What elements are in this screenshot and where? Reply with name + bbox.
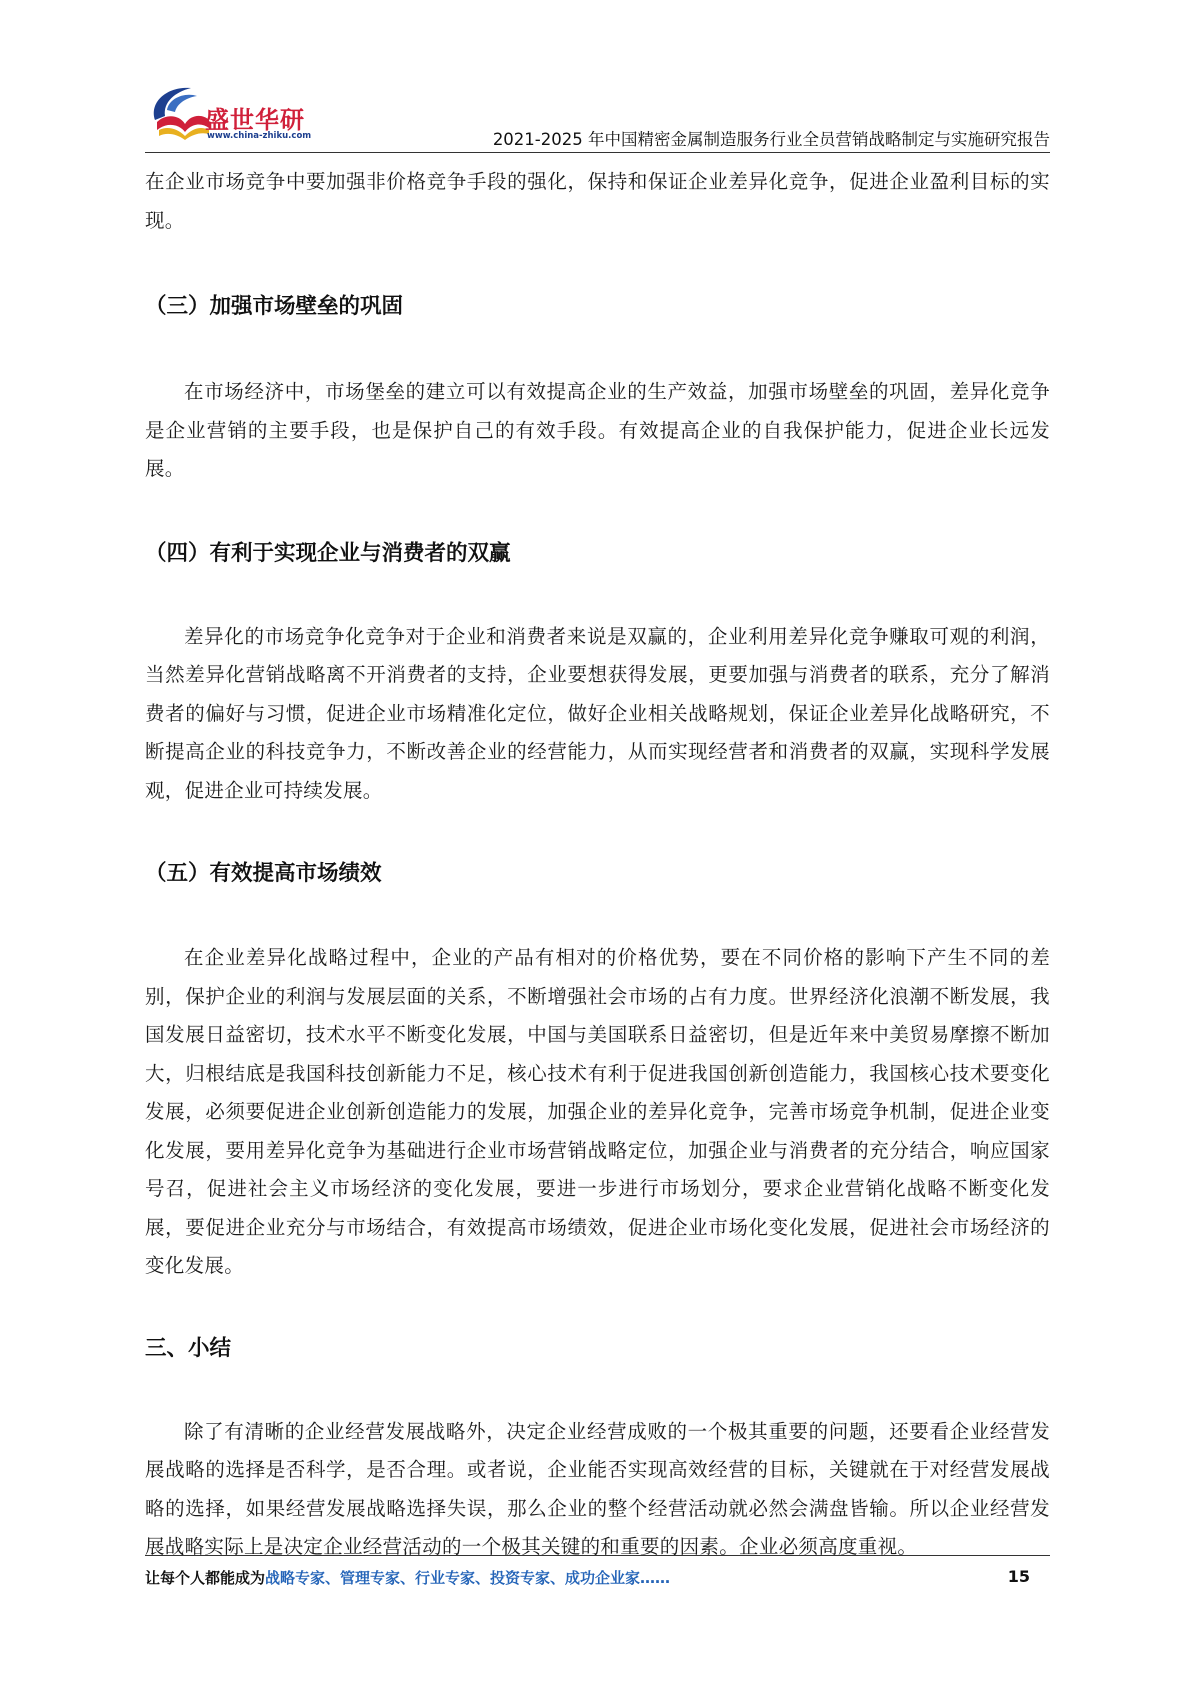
page-header <box>145 80 1050 152</box>
report-title: 2021-2025 年中国精密金属制造服务行业全员营销战略制定与实施研究报告 <box>492 130 1050 149</box>
summary-paragraph: 除了有清晰的企业经营发展战略外，决定企业经营成败的一个极其重要的问题，还要看企业经营发展战略的选择是否科学，是否合理。或者说，企业能否实现高效经营的目标，关键就在于对经营发展战略的选择，如果经营发展战略选择失误，那么企业的整个经营活动就必然会满盘皆输。所以企业经营发展战略实际上是决定企业经营活动的一个极其关键的和重要的因素。企业必须高度重视。 <box>145 1419 1050 1558</box>
section3-heading: （三）加强市场壁垒的巩固 <box>145 294 404 319</box>
logo-name: 盛世华研 <box>205 106 305 134</box>
summary-heading: 三、小结 <box>145 1335 232 1361</box>
intro-paragraph: 在企业市场竞争中要加强非价格竞争手段的强化，保持和保证企业差异化竞争，促进企业盈利目标的实现。 <box>145 170 1050 232</box>
section5-heading: （五）有效提高市场绩效 <box>145 861 382 886</box>
section5-paragraph: 在企业差异化战略过程中，企业的产品有相对的价格优势，要在不同价格的影响下产生不同的差别，保护企业的利润与发展层面的关系，不断增强社会市场的占有力度。世界经济化浪潮不断发展，我国发展日益密切，技术水平不断变化发展，中国与美国联系日益密切，但是近年来中美贸易摩擦不断加大，归根结底是我国科技创新能力不足，核心技术有利于促进我国创新创造能力，我国核心技术要变化发展，必须要促进企业创新创造能力的发展，加强企业的差异化竞争，完善市场竞争机制，促进企业变化发展，要用差异化竞争为基础进行企业市场营销战略定位，加强企业与消费者的充分结合，响应国家号召，促进社会主义市场经济的变化发展，要进一步进行市场划分，要求企业营销化战略不断变化发展，要促进企业充分与市场结合，有效提高市场绩效，促进企业市场化变化发展，促进社会市场经济的变化发展。 <box>145 946 1050 1277</box>
header-divider <box>145 152 1050 153</box>
company-logo <box>145 80 345 150</box>
page-content <box>145 163 1050 1567</box>
page-number: 15 <box>1007 1567 1030 1586</box>
section4-paragraph: 差异化的市场竞争化竞争对于企业和消费者来说是双赢的，企业利用差异化竞争赚取可观的利润，当然差异化营销战略离不开消费者的支持，企业要想获得发展，更要加强与消费者的联系，充分了解消费者的偏好与习惯，促进企业市场精准化定位，做好企业相关战略规划，保证企业差异化战略研究，不断提高企业的科技竞争力，不断改善企业的经营能力，从而实现经营者和消费者的双赢，实现科学发展观，促进企业可持续发展。 <box>145 624 1050 802</box>
section3-paragraph: 在市场经济中，市场堡垒的建立可以有效提高企业的生产效益，加强市场壁垒的巩固，差异化竞争是企业营销的主要手段，也是保护自己的有效手段。有效提高企业的自我保护能力，促进企业长远发展。 <box>145 380 1050 480</box>
footer-divider <box>145 1555 1050 1556</box>
footer-slogan-lead: 让每个人都能成为 <box>145 1569 266 1587</box>
section4-heading: （四）有利于实现企业与消费者的双赢 <box>145 540 511 566</box>
page-footer <box>145 1567 1050 1597</box>
footer-slogan-highlight: 战略专家、管理专家、行业专家、投资专家、成功企业家…… <box>265 1569 671 1587</box>
logo-url: www.china-zhiku.com <box>207 131 312 141</box>
